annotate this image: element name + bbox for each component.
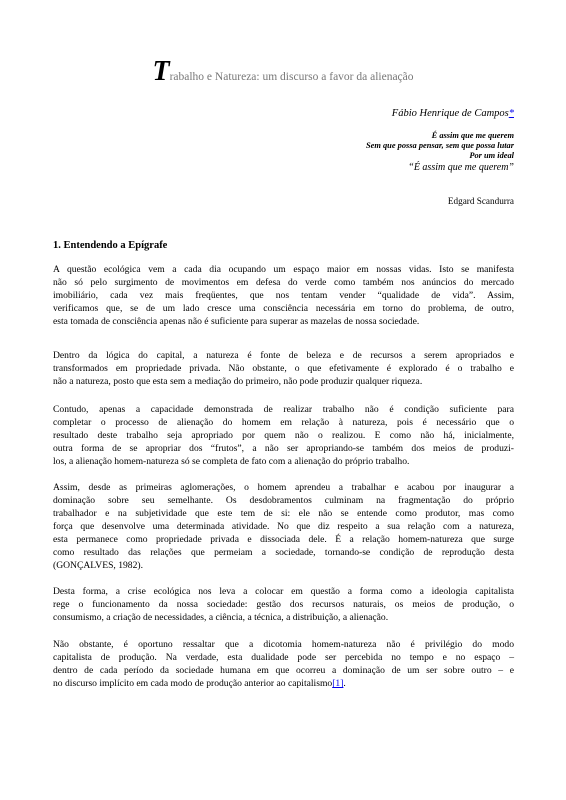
paragraph-line: esta tomada de consciência apenas não é suficiente para superar as mazelas de nossa sociedade.	[53, 316, 420, 327]
paragraph-line: capitalista de produção. Na verdade, esta dualidade pode ser percebida no tempo e no espaço –	[53, 652, 514, 663]
paragraph-line: Contudo, apenas a capacidade demonstrada de realizar trabalho não é condição suficiente para	[53, 404, 514, 415]
paragraph-line: trabalhador e na subjetividade que este tem de si: ele não se entende como produtor, mas como	[53, 508, 514, 519]
paragraph-line: Desta forma, a crise ecológica nos leva a colocar em questão a forma como a ideologia capitalista	[53, 586, 514, 597]
paragraph-line: esta permanece como propriedade privada e dissociada dele. É a relação homem-natureza que surge	[53, 534, 514, 545]
paragraph-line: (GONÇALVES, 1982).	[53, 560, 143, 571]
paragraph-line: transformados em propriedade privada. Não obstante, o que efetivamente é explorado é o trabalho e	[53, 363, 514, 374]
paragraph	[53, 481, 514, 572]
epigraph-line: Por um ideal	[469, 151, 514, 160]
paragraph-line-text: no discurso implícito em cada modo de produção anterior ao capitalismo	[53, 678, 333, 689]
epigraph-line: É assim que me querem	[431, 131, 514, 140]
document-title	[0, 58, 566, 86]
epigraph-line: “É assim que me querem”	[408, 162, 514, 173]
paragraph-line: força que desenvolve uma determinada atividade. No que diz respeito a sua relação com a natureza,	[53, 521, 514, 532]
paragraph-line: Não obstante, é oportuno ressaltar que a dicotomia homem-natureza não é privilégio do modo	[53, 639, 514, 650]
paragraph-line: dominação sobre seu semelhante. Os desdobramentos culminam na fragmentação do próprio	[53, 495, 514, 506]
sentence-end: .	[343, 678, 346, 689]
paragraph	[53, 263, 514, 328]
author-line	[392, 108, 514, 119]
title-dropcap: T	[152, 56, 170, 87]
epigraph	[214, 131, 514, 174]
paragraph-line: rege o funcionamento da nossa sociedade: gestão dos recursos naturais, os meios de produção, o	[53, 599, 514, 610]
author-name: Fábio Henrique de Campos	[391, 108, 509, 119]
paragraph-line: Dentro da lógica do capital, a natureza é fonte de beleza e de recursos a serem apropriados e	[53, 350, 514, 361]
paragraph-line: los, a alienação homem-natureza só se completa de fato com a alienação do próprio trabalho.	[53, 456, 410, 467]
paragraph-line: como resultado das relações que permeiam a sociedade, tornando-se condição de reprodução desta	[53, 547, 514, 558]
epigraph-line: Sem que possa pensar, sem que possa lutar	[366, 141, 514, 150]
paragraph	[53, 403, 514, 468]
section-title: 1. Entendendo a Epígrafe	[53, 240, 168, 251]
paragraph-line: verificamos que, se de um lado cresce uma consciência necessária em torno do problema, de outro,	[53, 303, 514, 314]
paragraph	[53, 585, 514, 624]
paragraph-line: outra forma de se apropriar dos “frutos”, a não ser apropriando-se também dos meios de produzi-	[53, 443, 514, 454]
paragraph-line: completar o processo de alienação do homem em relação à natureza, pois é necessário que o	[53, 417, 514, 428]
paragraph-line: não só pelo surgimento de movimentos em defesa do verde como também nos anúncios do mercado	[53, 277, 514, 288]
paragraph-line: imobiliário, cada vez mais freqüentes, que nos tentam vender “qualidade de vida”. Assim,	[53, 290, 514, 301]
paragraph-line: resultado deste trabalho seja apropriado por quem não o realizou. E como não há, inicialmente,	[53, 430, 514, 441]
paragraph	[53, 349, 514, 388]
footnote-link[interactable]: [1]	[332, 678, 344, 689]
epigraph-credit: Edgard Scandurra	[447, 196, 514, 206]
paragraph-line: A questão ecológica vem a cada dia ocupando um espaço maior em nossas vidas. Isto se manifesta	[53, 264, 514, 275]
paragraph-line: Assim, desde as primeiras aglomerações, o homem aprendeu a trabalhar e acabou por inaugurar a	[53, 482, 514, 493]
paragraph-line	[53, 677, 514, 690]
paragraph-line: dentro de cada período da sociedade humana em que ocorreu a dominação de um ser sobre outro – e	[53, 665, 514, 676]
paragraph	[53, 638, 514, 690]
author-footnote-link[interactable]: *	[508, 108, 514, 119]
title-text: rabalho e Natureza: um discurso a favor da alienação	[169, 71, 414, 83]
paragraph-line: consumismo, a criação de necessidades, a ciência, a técnica, a distribuição, a alienação.	[53, 612, 389, 623]
paragraph-line: não a natureza, posto que esta sem a mediação do primeiro, não pode produzir qualquer riqueza.	[53, 376, 423, 387]
